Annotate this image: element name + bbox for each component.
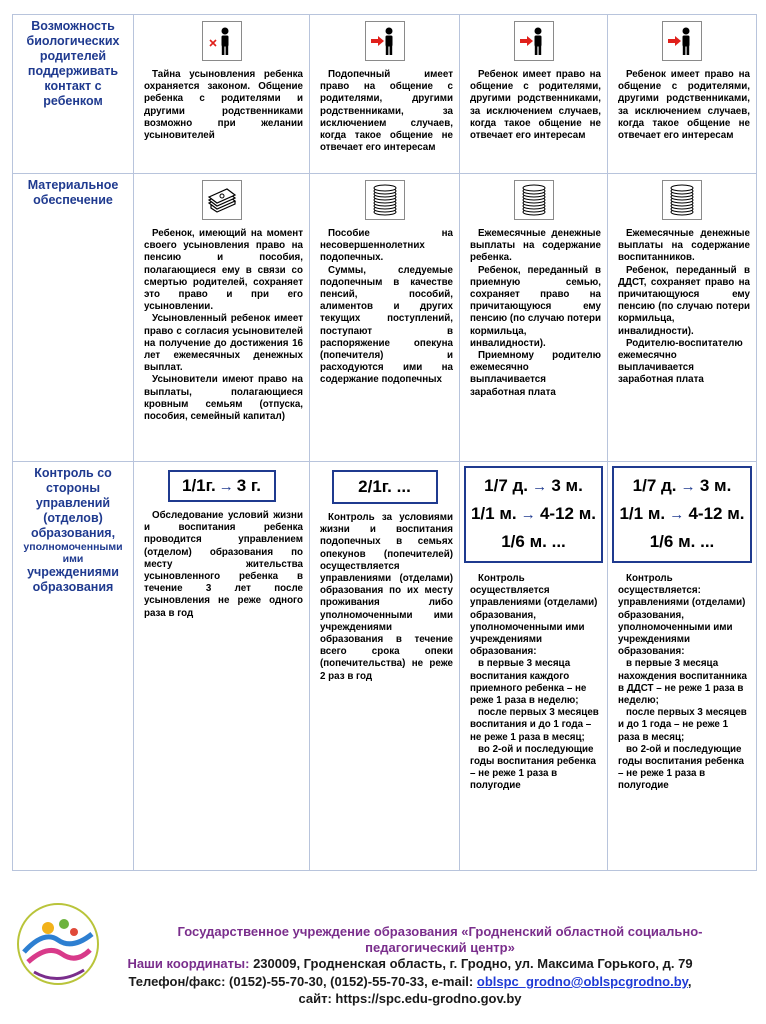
contact-line [60, 974, 760, 990]
paragraph: в первые 3 месяца воспитания каждого приемного ребенка – не реже 1 раза в неделю; [470, 658, 587, 707]
cell-text [460, 228, 607, 399]
paragraph: во 2-ой и последующие годы воспитания ребенка – не реже 1 раза в полугодие [470, 743, 596, 792]
frequency-line [616, 528, 748, 555]
paragraph: Ребенок, имеющий на момент своего усыновления право на пенсию и пособия, полагающиеся ему в связи со смертью родителей, сохраняет это право и при его усыновлении. [144, 228, 303, 313]
row-header-support [13, 174, 134, 462]
coins-stack-icon [514, 180, 554, 220]
paragraph: Усыновители имеют право на выплаты, полагающиеся кровным семьям (отпуска, пособия, семейный капитал) [144, 374, 303, 423]
frequency-line [468, 500, 599, 528]
cell-text [134, 228, 309, 423]
paragraph: Ребенок имеет право на общение с родителями, другими родственниками, за исключением случаев, когда такое общение не отвечает его интересам [470, 69, 601, 142]
person-arrow-icon [662, 21, 702, 61]
cell-guardianship-support [310, 174, 460, 462]
cell-text [310, 228, 459, 387]
arrow-right-icon: → [676, 478, 700, 495]
cell-ddst-contact [608, 15, 757, 174]
cell-foster-control [460, 462, 608, 871]
row-header-part: Контроль со стороны управлений (отделов) образования, [30, 466, 116, 540]
person-arrow-icon [365, 21, 405, 61]
frequency-line [468, 472, 599, 500]
paragraph: Контроль за условиями жизни и воспитания подопечных в семьях опекунов (попечителей) осуществляется управлениями (отделами) образования по их месту проживания либо уполномоченными ими учреждениями образования в течение всего срока опеки (попечительства) не реже 2 раз в год [320, 512, 453, 682]
table-row [13, 15, 757, 174]
cell-foster-contact [460, 15, 608, 174]
address: 230009, Гродненская область, г. Гродно, ул. Максима Горького, д. 79 [249, 956, 693, 971]
footer [0, 900, 766, 1024]
paragraph: Контроль осуществляется: управлениями (отделами) образования, уполномоченными ими учреждениями образования: [618, 573, 746, 658]
coins-stack-icon [365, 180, 405, 220]
cell-adoption-support [134, 174, 310, 462]
cell-adoption-contact [134, 15, 310, 174]
paragraph: Ежемесячные денежные выплаты на содержание ребенка. [470, 228, 601, 264]
cell-text [134, 510, 309, 620]
paragraph: после первых 3 месяцев и до 1 года – не реже 1 раза в месяц; [618, 707, 747, 743]
coins-stack-icon [662, 180, 702, 220]
frequency-from: 1/1г. [181, 476, 216, 495]
cell-text [608, 69, 756, 142]
frequency-text: 2/1г. ... [358, 477, 411, 496]
arrow-right-icon: → [665, 506, 689, 523]
paragraph: Ребенок, переданный в приемную семью, сохраняет право на причитающуюся ему пенсию (по случаю потери кормильца, инвалидности). [470, 264, 601, 349]
row-header-contact [13, 15, 134, 174]
paragraph: Усыновленный ребенок имеет право с согласия усыновителей на получение до достижения 16 лет ежемесячных денежных выплат. [144, 313, 303, 374]
cell-text [310, 69, 459, 154]
frequency-box [168, 470, 276, 502]
paragraph: Пособие на несовершеннолетних подопечных. [320, 228, 453, 264]
address-line [60, 956, 760, 972]
row-header-part: уполномоченными ими [23, 541, 123, 565]
cell-guardianship-control [310, 462, 460, 871]
frequency-line [616, 500, 748, 528]
cell-text [134, 69, 309, 142]
cell-guardianship-contact [310, 15, 460, 174]
cell-text [608, 573, 756, 793]
coords-label: Наши координаты: [127, 956, 250, 971]
row-header-control [13, 462, 134, 871]
frequency-box [332, 470, 438, 504]
frequency-from: 1/6 м. ... [501, 532, 566, 551]
paragraph: после первых 3 месяцев воспитания и до 1 года – не реже 1 раза в месяц; [470, 707, 599, 743]
row-header-text: Материальное обеспечение [27, 178, 119, 207]
banknotes-icon [202, 180, 242, 220]
email-tail: , [687, 974, 692, 989]
frequency-to: 3 г. [236, 476, 261, 495]
frequency-from: 1/7 д. [632, 476, 677, 495]
paragraph: Ежемесячные денежные выплаты на содержание воспитанников. [618, 228, 750, 264]
frequency-box [464, 466, 603, 563]
row-header-text [13, 462, 133, 595]
cell-text [460, 573, 607, 793]
organization-name: Государственное учреждение образования «Гродненский областной социально-педагогический центр» [177, 924, 703, 955]
person-crossed-icon [202, 21, 242, 61]
paragraph: в первые 3 месяца нахождения воспитанника в ДДСТ – не реже 1 раза в неделю; [618, 658, 748, 707]
paragraph: Ребенок, переданный в ДДСТ, сохраняет право на причитающуюся ему пенсию (по случаю потери кормильца, инвалидности). [618, 264, 750, 337]
arrow-right-icon: → [218, 477, 234, 495]
arrow-right-icon: → [528, 478, 552, 495]
paragraph: Обследование условий жизни и воспитания ребенка проводится управлением (отделом) образования по месту жительства усыновленного ребенка в течение 3 лет после усыновления не реже одного раза в год [144, 510, 303, 619]
person-arrow-icon [514, 21, 554, 61]
email-link[interactable]: oblspc_grodno@oblspcgrodno.by [476, 974, 688, 989]
frequency-to: 4-12 м. [688, 504, 745, 523]
paragraph: Подопечный имеет право на общение с родителями, другими родственниками, за исключением случаев, когда такое общение не отвечает его интересам [320, 69, 453, 154]
paragraph: Ребенок имеет право на общение с родителями, другими родственниками, за исключением случаев, когда такое общение не отвечает его интересам [618, 69, 750, 142]
row-header-text: Возможность биологических родителей поддерживать контакт с ребенком [26, 19, 120, 108]
frequency-to: 3 м. [551, 476, 583, 495]
cell-adoption-control [134, 462, 310, 871]
frequency-box [612, 466, 752, 563]
cell-text [310, 512, 459, 683]
frequency-line [468, 528, 599, 555]
paragraph: Контроль осуществляется управлениями (отделами) образования, уполномоченными ими учреждениями образования: [470, 573, 598, 658]
paragraph: во 2-ой и последующие годы воспитания ребенка – не реже 1 раза в полугодие [618, 743, 744, 792]
cell-ddst-support [608, 174, 757, 462]
cell-ddst-control [608, 462, 757, 871]
arrow-right-icon: → [516, 506, 540, 523]
paragraph: Родителю-воспитателю ежемесячно выплачивается заработная плата [618, 337, 743, 386]
site-line[interactable]: сайт: https://spc.edu-grodno.gov.by [298, 991, 522, 1006]
frequency-from: 1/6 м. ... [649, 532, 715, 551]
phone: Телефон/факс: (0152)-55-70-30, (0152)-55-70-33, e-mail: [128, 974, 477, 989]
frequency-from: 1/1 м. [619, 504, 666, 523]
frequency-line [616, 472, 748, 500]
frequency-from: 1/1 м. [470, 504, 517, 523]
paragraph: Суммы, следуемые подопечным в качестве пенсий, пособий, алиментов и других текущих поступлений, поступают в распоряжение опекуна (попечителя) и расходуются ими на содержание подопечных [320, 264, 453, 386]
paragraph: Тайна усыновления ребенка охраняется законом. Общение ребенка с родителями и другими родственниками возможно при желании усыновителей [144, 69, 303, 142]
paragraph: Приемному родителю ежемесячно выплачивается заработная плата [470, 350, 601, 398]
frequency-to: 3 м. [699, 476, 732, 495]
table-row [13, 462, 757, 871]
cell-foster-support [460, 174, 608, 462]
row-header-part: учреждениями образования [27, 565, 119, 594]
frequency-from: 1/7 д. [484, 476, 529, 495]
frequency-to: 4-12 м. [539, 504, 597, 523]
cell-text [608, 228, 756, 387]
cell-text [460, 69, 607, 142]
comparison-table [12, 14, 757, 871]
table-row [13, 174, 757, 462]
